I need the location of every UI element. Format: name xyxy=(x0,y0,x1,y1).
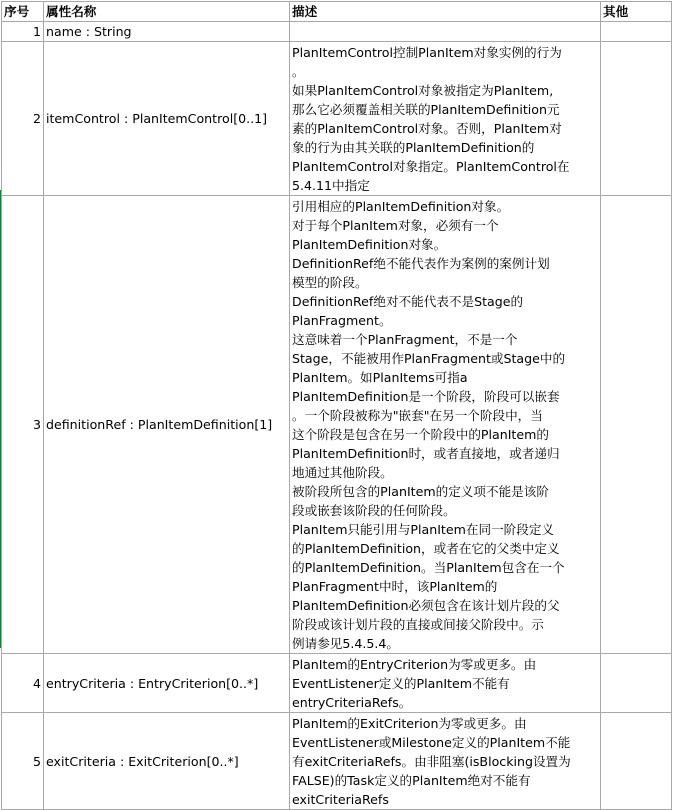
desc-line: EventListener定义的PlanItem不能有 xyxy=(292,676,510,691)
desc-line: 。一个阶段被称为"嵌套"在另一个阶段中，当 xyxy=(292,408,543,423)
row-5-desc[interactable] xyxy=(290,713,601,810)
desc-line: entryCriteriaRefs。 xyxy=(292,695,412,710)
attribute-table xyxy=(1,1,672,810)
table-row xyxy=(2,713,672,810)
row-1-name[interactable]: name : String xyxy=(44,22,290,42)
desc-line: 那么它必须覆盖相关联的PlanItemDefinition元 xyxy=(292,102,560,117)
desc-line: PlanItemDefinition对象。 xyxy=(292,237,447,252)
row-5-name[interactable]: exitCriteria : ExitCriterion[0..*] xyxy=(44,713,290,810)
desc-line: 这意味着一个PlanFragment，不是一个 xyxy=(292,332,518,347)
desc-line: 。 xyxy=(292,64,305,79)
desc-line: 这个阶段是包含在另一个阶段中的PlanItem的 xyxy=(292,427,549,442)
header-other[interactable]: 其他 xyxy=(601,2,672,22)
desc-line: Stage，不能被用作PlanFragment或Stage中的 xyxy=(292,351,566,366)
desc-line: 有exitCriteriaRefs。由非阻塞(isBlocking设置为 xyxy=(292,754,571,769)
row-1-other[interactable] xyxy=(601,22,672,42)
desc-line: EventListener或Milestone定义的PlanItem不能 xyxy=(292,735,571,750)
desc-line: 的PlanItemDefinition。当PlanItem包含在一个 xyxy=(292,560,565,575)
row-4-desc[interactable] xyxy=(290,654,601,713)
desc-line: PlanItem只能引用与PlanItem在同一阶段定义 xyxy=(292,522,555,537)
table-row xyxy=(2,196,672,654)
desc-line: exitCriteriaRefs xyxy=(292,792,389,807)
desc-line: 素的PlanItemControl对象。否则，PlanItem对 xyxy=(292,121,562,136)
desc-line: PlanItem。如PlanItems可指a xyxy=(292,370,468,385)
table-row xyxy=(2,22,672,42)
desc-line: 引用相应的PlanItemDefinition对象。 xyxy=(292,199,510,214)
row-2-name[interactable]: itemControl : PlanItemControl[0..1] xyxy=(44,42,290,196)
header-num[interactable]: 序号 xyxy=(2,2,44,22)
row-5-other[interactable] xyxy=(601,713,672,810)
desc-line: PlanItem的EntryCriterion为零或更多。由 xyxy=(292,657,537,672)
desc-line: 阶段或该计划片段的直接或间接父阶段中。示 xyxy=(292,617,544,632)
desc-line: PlanItemDefinition时，或者直接地，或者递归 xyxy=(292,446,560,461)
desc-line: 对于每个PlanItem对象，必须有一个 xyxy=(292,218,499,233)
desc-line: 段或嵌套该阶段的任何阶段。 xyxy=(292,503,456,518)
desc-line: 5.4.11中指定 xyxy=(292,178,370,193)
row-2-desc[interactable] xyxy=(290,42,601,196)
desc-line: PlanFragment中时，该PlanItem的 xyxy=(292,579,498,594)
desc-line: 地通过其他阶段。 xyxy=(292,465,393,480)
row-5-num[interactable]: 5 xyxy=(2,713,44,810)
row-4-other[interactable] xyxy=(601,654,672,713)
desc-line: 的PlanItemDefinition，或者在它的父类中定义 xyxy=(292,541,560,556)
desc-line: FALSE)的Task定义的PlanItem绝对不能有 xyxy=(292,773,531,788)
desc-line: 被阶段所包含的PlanItem的定义项不能是该阶 xyxy=(292,484,549,499)
desc-line: PlanItemDefinition是一个阶段，阶段可以嵌套 xyxy=(292,389,560,404)
desc-line: PlanItemDefinition必须包含在该计划片段的父 xyxy=(292,598,560,613)
table-row xyxy=(2,42,672,196)
row-2-num[interactable]: 2 xyxy=(2,42,44,196)
desc-line: PlanItemControl控制PlanItem对象实例的行为 xyxy=(292,45,562,60)
desc-line: PlanItemControl对象指定。PlanItemControl在 xyxy=(292,159,570,174)
row-2-other[interactable] xyxy=(601,42,672,196)
row-4-num[interactable]: 4 xyxy=(2,654,44,713)
desc-line: DefinitionRef绝对不能代表不是Stage的 xyxy=(292,294,524,309)
desc-line: 例请参见5.4.5.4。 xyxy=(292,636,400,651)
row-1-desc[interactable] xyxy=(290,22,601,42)
row-3-num[interactable]: 3 xyxy=(2,196,44,654)
row-3-desc[interactable] xyxy=(290,196,601,654)
desc-line: DefinitionRef绝不能代表作为案例的案例计划 xyxy=(292,256,550,271)
row-1-num[interactable]: 1 xyxy=(2,22,44,42)
row-4-name[interactable]: entryCriteria : EntryCriterion[0..*] xyxy=(44,654,290,713)
desc-line: 模型的阶段。 xyxy=(292,275,368,290)
header-name[interactable]: 属性名称 xyxy=(44,2,290,22)
desc-line: PlanItem的ExitCriterion为零或更多。由 xyxy=(292,716,527,731)
row-3-name[interactable]: definitionRef : PlanItemDefinition[1] xyxy=(44,196,290,654)
row-3-other[interactable] xyxy=(601,196,672,654)
desc-line: 象的行为由其关联的PlanItemDefinition的 xyxy=(292,140,535,155)
desc-line: 如果PlanItemControl对象被指定为PlanItem, xyxy=(292,83,554,98)
table-row xyxy=(2,654,672,713)
header-desc[interactable]: 描述 xyxy=(290,2,601,22)
desc-line: PlanFragment。 xyxy=(292,313,392,328)
header-row xyxy=(2,2,672,22)
